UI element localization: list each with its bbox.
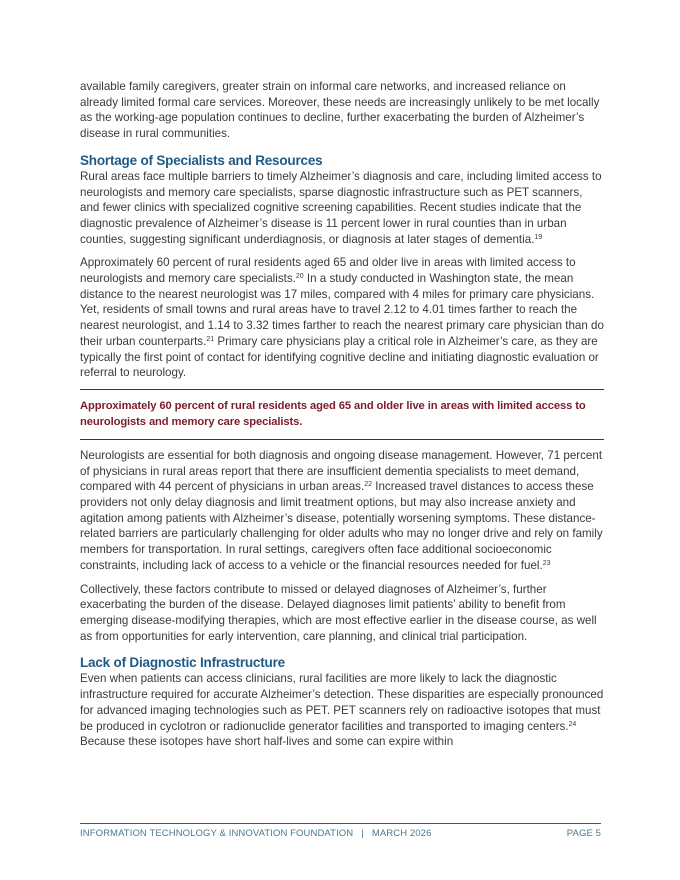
footnote-ref[interactable]: 19: [534, 233, 543, 241]
footer-left: [80, 828, 431, 839]
footer-date: MARCH 2026: [371, 828, 432, 839]
paragraph: Collectively, these factors contribute to missed or delayed diagnoses of Alzheimer’s, further exacerbating the burden of the disease. Delayed diagnoses limit patients’ ability to benefit from emerging disease-modifying therapies, which are most effective earlier in the disease course, as well as from opportunities for early intervention, care planning, and clinical trial participation.: [80, 582, 597, 643]
footer-separator: |: [361, 828, 364, 839]
document-body: [80, 79, 604, 758]
footnote-ref[interactable]: 20: [295, 273, 304, 281]
pull-quote-text: Approximately 60 percent of rural residents aged 65 and older live in areas with limited access to neurologists and memory care specialists.: [80, 399, 586, 428]
page-number: PAGE 5: [566, 828, 601, 839]
footnote-ref[interactable]: 21: [206, 335, 215, 343]
footnote-ref[interactable]: 23: [542, 559, 551, 567]
paragraph-text: Because these isotopes have short half-lives and some can expire within: [80, 735, 454, 749]
paragraph: available family caregivers, greater strain on informal care networks, and increased reliance on already limited formal care services. Moreover, these needs are increasingly unlikely to be met locally as the working-age population continues to decline, further exacerbating the burden of Alzheimer’s disease in rural communities.: [80, 80, 600, 141]
paragraph-text: Even when patients can access clinicians, rural facilities are more likely to lack the diagnostic infrastructure required for accurate Alzheimer’s detection. These disparities are especially pronounced for advanced imaging technologies such as PET. PET scanners rely on radioactive isotopes that must be produced in cyclotron or radionuclide generator facilities and transported to imaging centers.: [80, 672, 604, 733]
page-footer: [80, 823, 601, 839]
paragraph: [80, 255, 604, 381]
footnote-ref[interactable]: 22: [364, 481, 373, 489]
section-heading: Lack of Diagnostic Infrastructure: [80, 655, 285, 671]
pull-quote: [80, 389, 604, 440]
paragraph-text: Rural areas face multiple barriers to timely Alzheimer’s diagnosis and care, including limited access to neurologists and memory care specialists, sparse diagnostic infrastructure such as PET scanners, and fewer clinics with specialized cognitive screening capabilities. Recent studies indicate that the diagnostic prevalence of Alzheimer’s disease is 11 percent lower in rural counties than in urban counties, suggesting significant underdiagnosis, or diagnosis at later stages of dementia.: [80, 169, 602, 246]
section-heading: Shortage of Specialists and Resources: [80, 152, 323, 168]
paragraph-text: Approximately 60 percent of rural residents aged 65 and older live in areas with limited access to neurologists and memory care specialists.: [80, 256, 576, 286]
paragraph: [80, 448, 604, 574]
paragraph: [80, 671, 604, 750]
footer-org: INFORMATION TECHNOLOGY & INNOVATION FOUNDATION: [80, 828, 354, 839]
paragraph-text: In a study conducted in Washington state, the mean distance to the nearest neurologist was 17 miles, compared with 4 miles for primary care physicians. Yet, residents of small towns and rural areas have to travel 2.12 to 4.01 times farther to reach the nearest neurologist, and 1.14 to 3.32 times farther to reach the nearest primary care physician than do their urban counterparts.: [80, 272, 604, 348]
paragraph-text: Primary care physicians play a critical role in Alzheimer’s care, as they are typically the first point of contact for identifying cognitive decline and initiating diagnostic evaluation or referral to neurology.: [80, 334, 599, 380]
paragraph-text: Increased travel distances to access these providers not only delay diagnosis and limit treatment options, but may also increase anxiety and agitation among patients with Alzheimer’s disease, potentially worsening symptoms. These distance-related barriers are particularly challenging for older adults who may no longer drive and rely on family members for transportation. In rural settings, caregivers often face additional socioeconomic constraints, including lack of access to a vehicle or the financial resources needed for fuel.: [80, 480, 603, 572]
paragraph: [80, 169, 604, 248]
paragraph-text: Neurologists are essential for both diagnosis and ongoing disease management. However, 71 percent of physicians in rural areas report that there are insufficient dementia specialists to meet demand, compared with 44 percent of physicians in urban areas.: [80, 448, 603, 494]
footnote-ref[interactable]: 24: [568, 720, 577, 728]
